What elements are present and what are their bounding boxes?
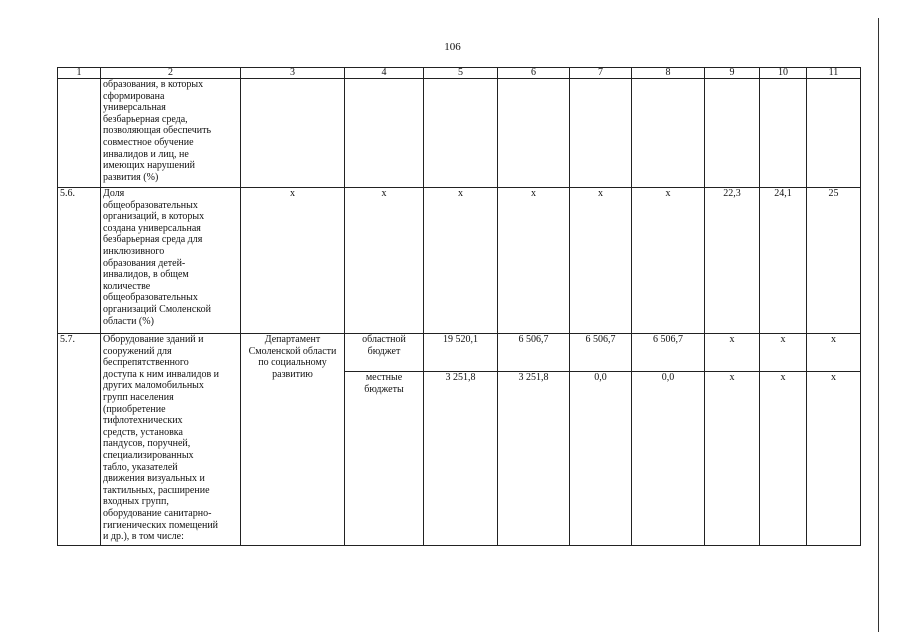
value-cell: 22,3	[705, 188, 760, 334]
value-cell: 24,1	[760, 188, 807, 334]
empty-cell	[345, 79, 424, 188]
program-table	[57, 67, 861, 546]
table-row-continuation	[58, 79, 861, 188]
value-cell: х	[705, 334, 760, 372]
indicator-description: Доля общеобразовательных организаций, в которых создана универсальная безбарьерная среда для инклюзивного образования детей- инвалидов, в общем количестве общеобразовательных организаций Смоленской области (%)	[101, 188, 241, 334]
header-cell: 7	[570, 68, 632, 79]
table-header-row	[58, 68, 861, 79]
value-cell: 3 251,8	[424, 372, 498, 546]
value-cell: х	[570, 188, 632, 334]
table-row-5-6	[58, 188, 861, 334]
empty-cell	[760, 79, 807, 188]
header-cell: 5	[424, 68, 498, 79]
value-cell: 6 506,7	[632, 334, 705, 372]
table-row-5-7-regional	[58, 334, 861, 372]
empty-cell	[570, 79, 632, 188]
indicator-description: Оборудование зданий и сооружений для беспрепятственного доступа к ним инвалидов и других маломобильных групп населения (приобретение тифлотехнических средств, установка пандусов, поручней, специализированных табло, указателей движения визуальных и тактильных, расширение входных групп, оборудование санитарно- гигиенических помещений и др.), в том числе:	[101, 334, 241, 546]
header-cell: 9	[705, 68, 760, 79]
value-cell: 25	[807, 188, 861, 334]
executor-cell: х	[241, 188, 345, 334]
header-cell: 2	[101, 68, 241, 79]
empty-cell	[241, 79, 345, 188]
empty-cell	[807, 79, 861, 188]
value-cell: х	[807, 334, 861, 372]
empty-cell	[632, 79, 705, 188]
value-cell: 19 520,1	[424, 334, 498, 372]
empty-cell	[498, 79, 570, 188]
executor-cell: Департамент Смоленской области по социальному развитию	[241, 334, 345, 546]
source-cell: местные бюджеты	[345, 372, 424, 546]
value-cell: 3 251,8	[498, 372, 570, 546]
header-cell: 8	[632, 68, 705, 79]
value-cell: х	[760, 372, 807, 546]
indicator-description: образования, в которых сформирована универсальная безбарьерная среда, позволяющая обеспечить совместное обучение инвалидов и лиц, не имеющих нарушений развития (%)	[101, 79, 241, 188]
source-cell: х	[345, 188, 424, 334]
header-cell: 10	[760, 68, 807, 79]
header-cell: 4	[345, 68, 424, 79]
source-cell: областной бюджет	[345, 334, 424, 372]
row-number: 5.6.	[58, 188, 101, 334]
header-cell: 3	[241, 68, 345, 79]
value-cell: х	[807, 372, 861, 546]
value-cell: 0,0	[632, 372, 705, 546]
value-cell: 6 506,7	[498, 334, 570, 372]
value-cell: х	[705, 372, 760, 546]
value-cell: х	[760, 334, 807, 372]
page-edge-line	[878, 18, 879, 632]
num-cell	[58, 79, 101, 188]
value-cell: 0,0	[570, 372, 632, 546]
value-cell: х	[424, 188, 498, 334]
value-cell: 6 506,7	[570, 334, 632, 372]
row-number: 5.7.	[58, 334, 101, 546]
header-cell: 1	[58, 68, 101, 79]
page-number: 106	[444, 41, 461, 53]
header-cell: 6	[498, 68, 570, 79]
header-cell: 11	[807, 68, 861, 79]
value-cell: х	[632, 188, 705, 334]
value-cell: х	[498, 188, 570, 334]
empty-cell	[705, 79, 760, 188]
empty-cell	[424, 79, 498, 188]
